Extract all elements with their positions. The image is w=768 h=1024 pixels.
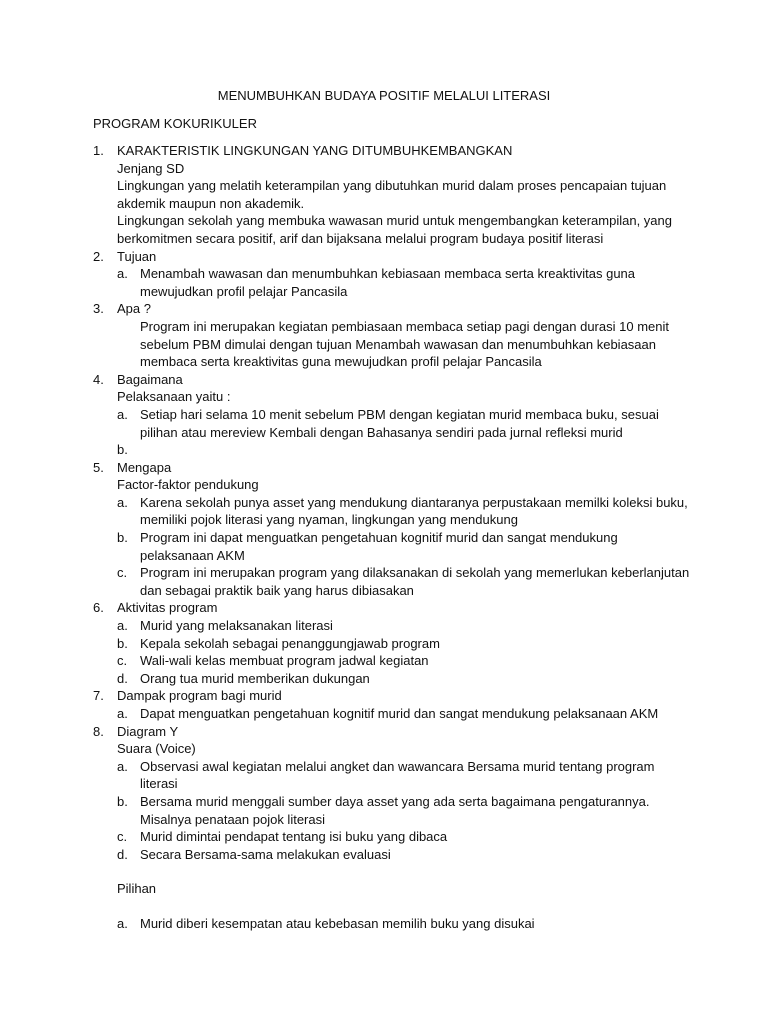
section-line: Lingkungan sekolah yang membuka wawasan murid untuk mengembangkan keterampilan, yang berkomitmen secara positif, arif dan bijaksana melalui program budaya positif literasi [117,213,673,246]
list-item [117,441,693,459]
section-number: 3. [93,301,104,317]
list-letter: c. [117,653,128,669]
list-letter: a. [117,266,128,282]
list-item [117,564,693,599]
section-8 [93,723,693,933]
list-letter: b. [117,442,128,458]
section-heading: Dampak program bagi murid [117,688,282,704]
list-text: Kepala sekolah sebagai penanggungjawab program [140,635,440,651]
section-line: Jenjang SD [117,160,185,176]
list-letter: c. [117,565,128,581]
list-text: Menambah wawasan dan menumbuhkan kebiasaan membaca serta kreaktivitas guna mewujudkan profil pelajar Pancasila [140,266,636,299]
section-line: Suara (Voice) [117,741,196,757]
list-text: Setiap hari selama 10 menit sebelum PBM dengan kegiatan murid membaca buku, sesuai pilihan atau mereview Kembali dengan Bahasanya sendiri pada jurnal refleksi murid [140,406,659,440]
section-1 [93,142,693,248]
section-2 [93,248,693,301]
list-text: Program ini merupakan program yang dilaksanakan di sekolah yang memerlukan keberlanjutan dan sebagai praktik baik yang harus dibiasakan [140,565,690,598]
section-number: 7. [93,688,104,704]
spacer [117,863,693,880]
list-item [117,846,693,864]
list-item [117,828,693,846]
list-text: Dapat menguatkan pengetahuan kognitif murid dan sangat mendukung pelaksanaan AKM [140,706,659,721]
list-text: Observasi awal kegiatan melalui angket dan wawancara Bersama murid tentang program literasi [140,758,655,792]
list-text [140,441,693,459]
document-content [93,142,693,933]
list-text: Program ini dapat menguatkan pengetahuan kognitif murid dan sangat mendukung pelaksanaan AKM [140,530,618,563]
list-letter: c. [117,829,128,845]
list-item [117,529,693,564]
section-heading: KARAKTERISTIK LINGKUNGAN YANG DITUMBUHKEMBANGKAN [117,143,513,158]
list-item [117,265,693,300]
list-letter: b. [117,793,128,809]
list-letter: a. [117,706,128,721]
list-letter: b. [117,635,128,651]
section-4 [93,371,693,459]
section-paragraph: Program ini merupakan kegiatan pembiasaan membaca setiap pagi dengan durasi 10 menit sebelum PBM dimulai dengan tujuan Menambah wawasan dan menumbuhkan kebiasaan membaca serta kreaktivitas guna mewujudkan profil pelajar Pancasila [140,318,669,370]
list-text: Murid diberi kesempatan atau kebebasan memilih buku yang disukai [140,915,535,931]
section-heading: Apa ? [117,301,151,317]
list-text: Murid dimintai pendapat tentang isi buku yang dibaca [140,829,448,845]
list-item [117,617,693,635]
list-text: Secara Bersama-sama melakukan evaluasi [140,846,391,862]
list-letter: a. [117,758,128,774]
list-letter: a. [117,915,128,931]
list-text: Wali-wali kelas membuat program jadwal kegiatan [140,653,429,669]
list-letter: a. [117,406,128,422]
section-heading: Aktivitas program [117,600,218,616]
document-title: MENUMBUHKAN BUDAYA POSITIF MELALUI LITERASI [217,88,551,103]
section-number: 6. [93,600,104,616]
list-text: Karena sekolah punya asset yang mendukung diantaranya perpustakaan memilki koleksi buku, memiliki pojok literasi yang nyaman, lingkungan yang mendukung [140,494,688,528]
section-7 [93,687,693,722]
list-item [117,635,693,653]
list-item [117,494,693,529]
section-line: Factor-faktor pendukung [117,477,259,493]
list-text: Murid yang melaksanakan literasi [140,618,333,634]
section-3 [93,300,693,370]
list-letter: d. [117,846,128,862]
section-heading: Tujuan [117,248,157,264]
section-number: 5. [93,459,104,475]
section-heading: Bagaimana [117,371,183,387]
list-item [117,758,693,793]
section-line: Pelaksanaan yaitu : [117,389,231,405]
list-letter: a. [117,494,128,510]
list-letter: a. [117,618,128,634]
list-text: Bersama murid menggali sumber daya asset yang ada serta bagaimana pengaturannya. Misalnya penataan pojok literasi [140,793,650,827]
section-6 [93,599,693,687]
section-number: 8. [93,723,104,739]
list-item [117,705,693,723]
section-number: 2. [93,248,104,264]
list-letter: b. [117,530,128,546]
list-item [117,652,693,670]
list-text: Orang tua murid memberikan dukungan [140,670,370,686]
program-label: PROGRAM KOKURIKULER [93,116,257,131]
section-heading: Diagram Y [117,723,179,739]
section-number: 1. [93,143,104,158]
list-item [117,915,693,933]
section-line: Lingkungan yang melatih keterampilan yang dibutuhkan murid dalam proses pencapaian tujuan akdemik maupun non akademik. [117,178,667,211]
pilihan-label: Pilihan [117,881,157,897]
list-letter: d. [117,670,128,686]
list-item [117,406,693,441]
section-5 [93,459,693,600]
section-number: 4. [93,371,104,387]
list-item [117,670,693,688]
spacer [117,898,693,915]
section-heading: Mengapa [117,459,172,475]
list-item [117,793,693,828]
